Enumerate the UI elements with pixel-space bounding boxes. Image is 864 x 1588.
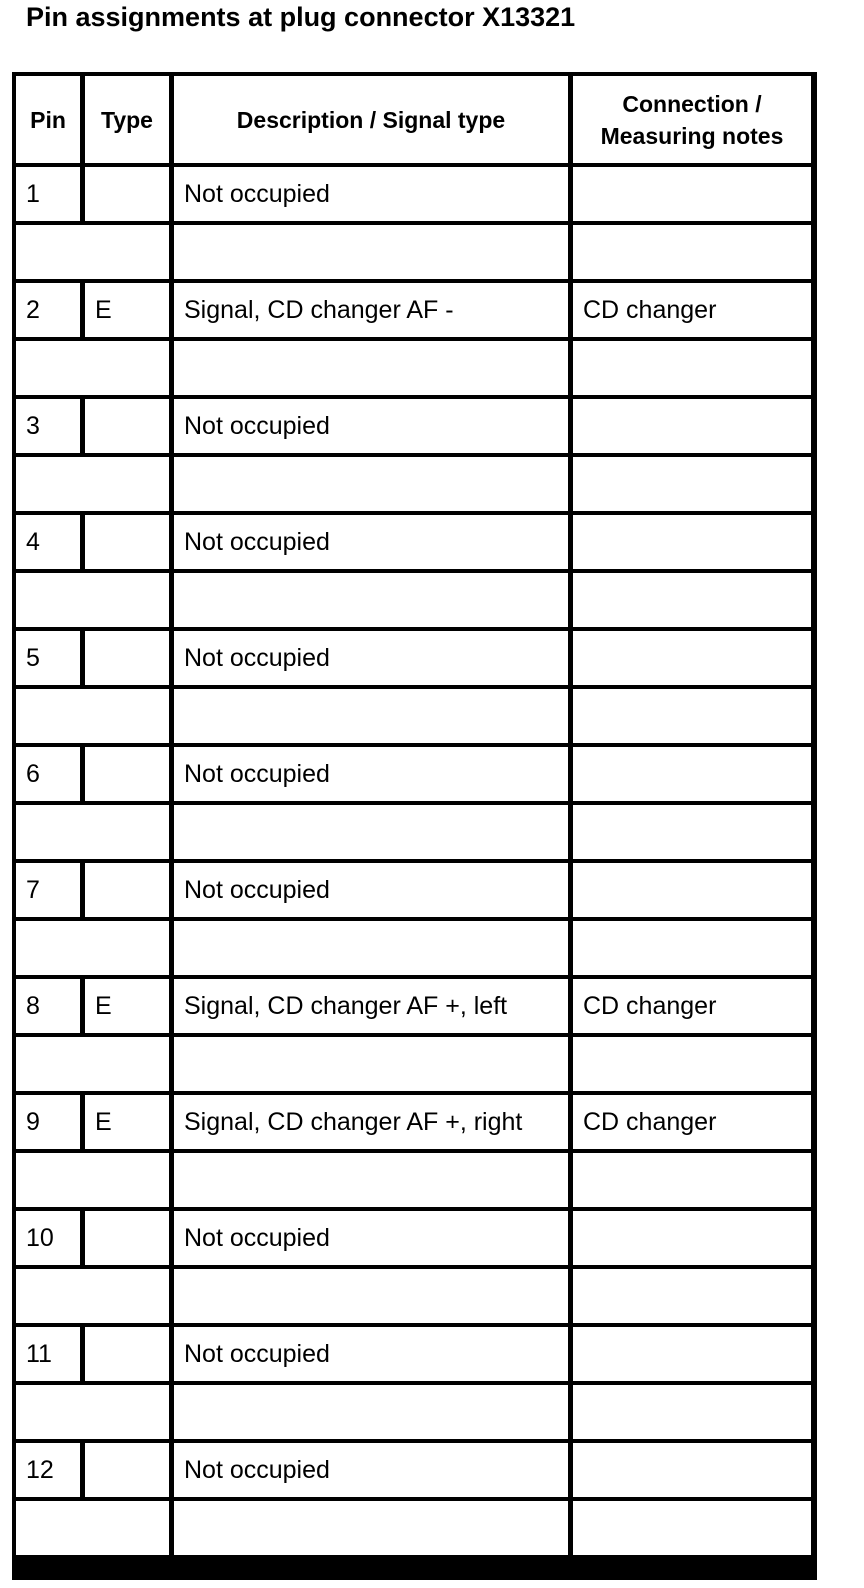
spacer-cell xyxy=(174,1037,568,1091)
pin-cell: 7 xyxy=(16,863,80,917)
type-cell xyxy=(85,863,169,917)
description-cell: Not occupied xyxy=(174,1327,568,1381)
spacer-cell xyxy=(573,689,811,743)
header-description: Description / Signal type xyxy=(174,76,568,163)
description-cell: Not occupied xyxy=(174,863,568,917)
type-cell xyxy=(85,1443,169,1497)
spacer-cell xyxy=(573,341,811,395)
pin-cell: 3 xyxy=(16,399,80,453)
spacer-cell xyxy=(16,225,169,279)
spacer-cell xyxy=(174,805,568,859)
spacer-cell xyxy=(174,689,568,743)
connection-cell: CD changer xyxy=(573,283,811,337)
spacer-cell xyxy=(174,1501,568,1555)
description-cell: Not occupied xyxy=(174,747,568,801)
pin-cell: 10 xyxy=(16,1211,80,1265)
connection-cell xyxy=(573,863,811,917)
spacer-cell xyxy=(16,805,169,859)
description-cell: Signal, CD changer AF +, right xyxy=(174,1095,568,1149)
spacer-cell xyxy=(573,1037,811,1091)
connection-cell xyxy=(573,399,811,453)
pin-cell: 9 xyxy=(16,1095,80,1149)
description-cell: Not occupied xyxy=(174,167,568,221)
type-cell xyxy=(85,1211,169,1265)
spacer-cell xyxy=(573,1385,811,1439)
spacer-cell xyxy=(16,1501,169,1555)
pin-cell: 12 xyxy=(16,1443,80,1497)
spacer-cell xyxy=(573,1153,811,1207)
description-cell: Not occupied xyxy=(174,631,568,685)
spacer-cell xyxy=(573,225,811,279)
type-cell xyxy=(85,747,169,801)
connection-cell xyxy=(573,1327,811,1381)
type-cell xyxy=(85,167,169,221)
description-cell: Not occupied xyxy=(174,515,568,569)
pin-cell: 1 xyxy=(16,167,80,221)
description-cell: Signal, CD changer AF - xyxy=(174,283,568,337)
type-cell xyxy=(85,631,169,685)
spacer-cell xyxy=(16,1385,169,1439)
spacer-cell xyxy=(16,573,169,627)
connection-cell: CD changer xyxy=(573,1095,811,1149)
spacer-cell xyxy=(174,921,568,975)
connection-cell xyxy=(573,1443,811,1497)
spacer-cell xyxy=(174,225,568,279)
spacer-cell xyxy=(573,1269,811,1323)
type-cell: E xyxy=(85,283,169,337)
pin-assignment-table xyxy=(12,72,817,1580)
spacer-cell xyxy=(573,805,811,859)
pin-cell: 11 xyxy=(16,1327,80,1381)
pin-cell: 4 xyxy=(16,515,80,569)
spacer-cell xyxy=(16,341,169,395)
connection-cell xyxy=(573,747,811,801)
connection-cell xyxy=(573,631,811,685)
pin-cell: 8 xyxy=(16,979,80,1033)
type-cell xyxy=(85,399,169,453)
pin-cell: 5 xyxy=(16,631,80,685)
spacer-cell xyxy=(16,689,169,743)
type-cell xyxy=(85,1327,169,1381)
description-cell: Not occupied xyxy=(174,1443,568,1497)
pin-cell: 2 xyxy=(16,283,80,337)
spacer-cell xyxy=(174,457,568,511)
pin-cell: 6 xyxy=(16,747,80,801)
type-cell: E xyxy=(85,979,169,1033)
connection-cell xyxy=(573,1211,811,1265)
page-title: Pin assignments at plug connector X13321 xyxy=(26,2,576,32)
header-type: Type xyxy=(85,76,169,163)
header-connection: Connection / Measuring notes xyxy=(573,76,811,163)
description-cell: Not occupied xyxy=(174,1211,568,1265)
spacer-cell xyxy=(573,1501,811,1555)
description-cell: Signal, CD changer AF +, left xyxy=(174,979,568,1033)
type-cell: E xyxy=(85,1095,169,1149)
connection-cell xyxy=(573,167,811,221)
type-cell xyxy=(85,515,169,569)
spacer-cell xyxy=(16,457,169,511)
spacer-cell xyxy=(573,457,811,511)
spacer-cell xyxy=(573,573,811,627)
connection-cell: CD changer xyxy=(573,979,811,1033)
spacer-cell xyxy=(573,921,811,975)
description-cell: Not occupied xyxy=(174,399,568,453)
spacer-cell xyxy=(174,573,568,627)
header-pin: Pin xyxy=(16,76,80,163)
spacer-cell xyxy=(174,341,568,395)
spacer-cell xyxy=(16,1037,169,1091)
spacer-cell xyxy=(16,1153,169,1207)
spacer-cell xyxy=(174,1269,568,1323)
spacer-cell xyxy=(174,1153,568,1207)
spacer-cell xyxy=(16,1269,169,1323)
connection-cell xyxy=(573,515,811,569)
spacer-cell xyxy=(174,1385,568,1439)
spacer-cell xyxy=(16,921,169,975)
